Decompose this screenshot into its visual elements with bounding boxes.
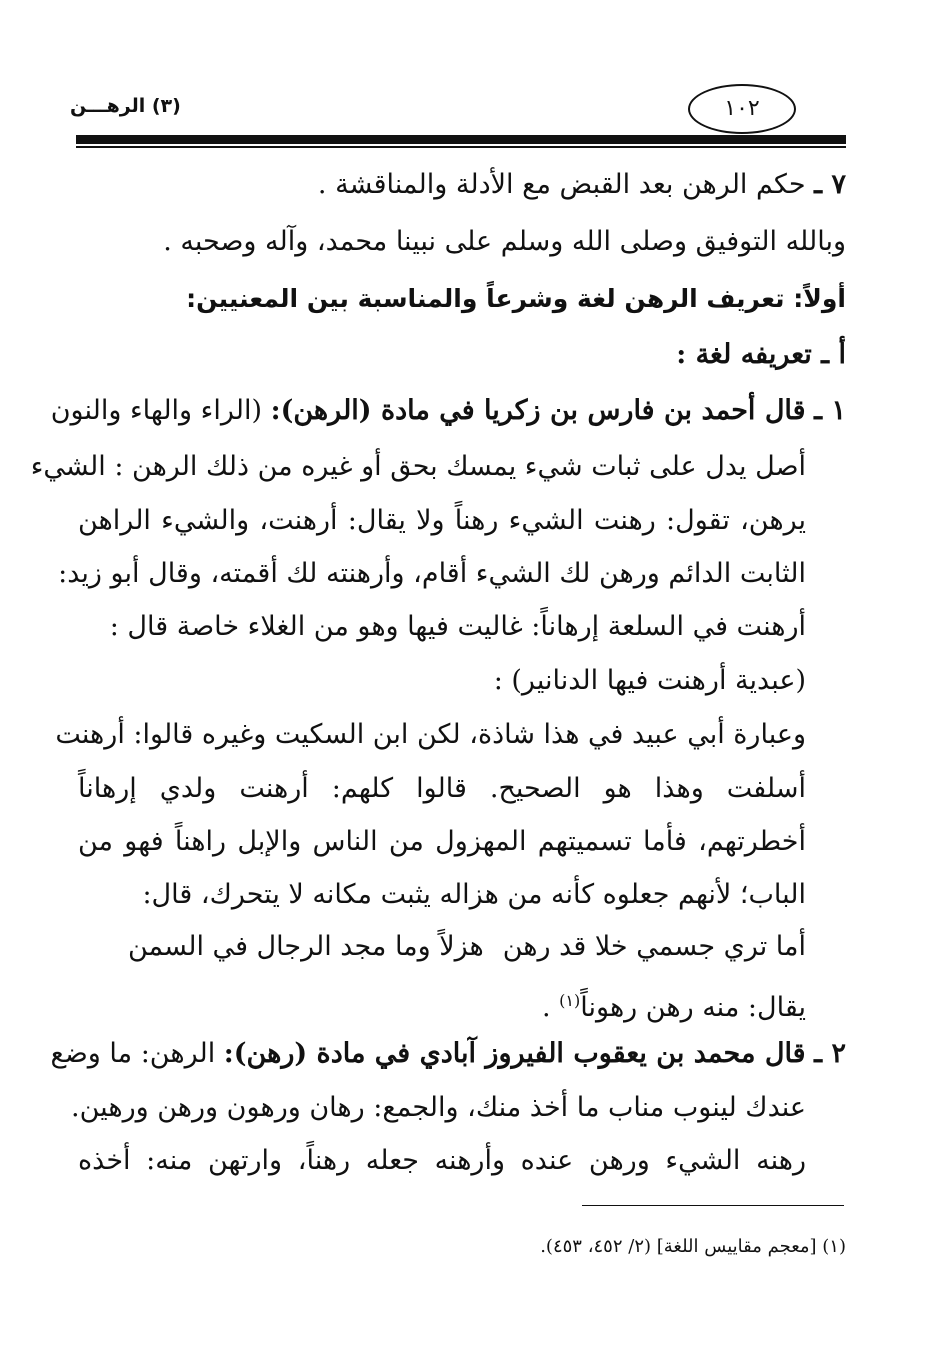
- header-rule-thin: [76, 146, 846, 148]
- footnote-reference[interactable]: (١): [559, 991, 581, 1010]
- paragraph-line: الثابت الدائم ورهن لك الشيء أقام، وأرهنته لك أقمته، وقال أبو زيد:: [58, 558, 806, 589]
- item-number: ١ ـ: [814, 395, 846, 426]
- paragraph-line: [50, 384, 846, 438]
- footnote: (١) [معجم مقاييس اللغة] (٢/ ٤٥٢، ٤٥٣).: [540, 1236, 846, 1257]
- page-number: ١٠٢: [688, 84, 796, 134]
- paragraph-line: الباب؛ لأنهم جعلوه كأنه من هزاله يثبت مكانه لا يتحرك، قال:: [142, 879, 806, 910]
- quote-lead: قال أحمد بن فارس بن زكريا في مادة (الرهن):: [270, 395, 806, 426]
- sentence-end: .: [541, 992, 551, 1023]
- paragraph-line: أرهنت في السلعة إرهاناً: غاليت فيها وهو من الغلاء خاصة قال :: [109, 611, 806, 642]
- quote-lead: قال محمد بن يعقوب الفيروز آبادي في مادة (رهن):: [223, 1038, 806, 1069]
- list-item-7: [318, 158, 846, 212]
- running-title: (٣) الرهـــن: [70, 95, 181, 117]
- paragraph-line: (عبدية أرهنت فيها الدنانير) :: [493, 665, 806, 696]
- quote-text: يقال: منه رهن رهوناً: [580, 992, 806, 1023]
- paragraph-line: رهنه الشيء ورهن عنده وأرهنه جعله رهناً، وارتهن منه: أخذه: [78, 1145, 806, 1176]
- paragraph-line: [542, 974, 806, 1028]
- quote-text: (الراء والهاء والنون: [50, 395, 263, 426]
- section-heading: أولاً: تعريف الرهن لغة وشرعاً والمناسبة بين المعنيين:: [186, 284, 846, 313]
- paragraph-line: أصل يدل على ثبات شيء يمسك بحق أو غيره من ذلك الرهن : الشيء: [30, 451, 806, 482]
- paragraph-line: وعبارة أبي عبيد في هذا شاذة، لكن ابن السكيت وغيره قالوا: أرهنت: [55, 719, 806, 750]
- item-number: ٢ ـ: [814, 1038, 846, 1069]
- paragraph-line: أخطرتهم، فأما تسميتهم المهزول من الناس والإبل راهناً فهو من: [78, 826, 806, 857]
- paragraph-line: يرهن، تقول: رهنت الشيء رهناً ولا يقال: أرهنت، والشيء الراهن: [78, 505, 806, 536]
- subheading: أ ـ تعريفه لغة :: [676, 339, 846, 370]
- quote-text: الرهن: ما وضع: [50, 1038, 216, 1069]
- paragraph-line: [50, 1027, 846, 1081]
- header-rule-thick: [76, 135, 846, 144]
- verse-second-hemistich: هزلاً وما مجد الرجال في السمن: [128, 931, 484, 962]
- verse-first-hemistich: أما تري جسمي خلا قد رهن: [502, 931, 806, 962]
- item-number: ٧ ـ: [814, 169, 846, 200]
- paragraph-line: عندك لينوب مناب ما أخذ منك، والجمع: رهان ورهون ورهن ورهين.: [71, 1092, 806, 1123]
- item-text: حكم الرهن بعد القبض مع الأدلة والمناقشة .: [317, 169, 806, 200]
- paragraph-line: أسلفت وهذا هو الصحيح. قالوا كلهم: أرهنت ولدي إرهاناً: [78, 773, 806, 804]
- footnote-rule: [582, 1205, 844, 1206]
- closing-prayer: وبالله التوفيق وصلى الله وسلم على نبينا محمد، وآله وصحبه .: [163, 226, 846, 257]
